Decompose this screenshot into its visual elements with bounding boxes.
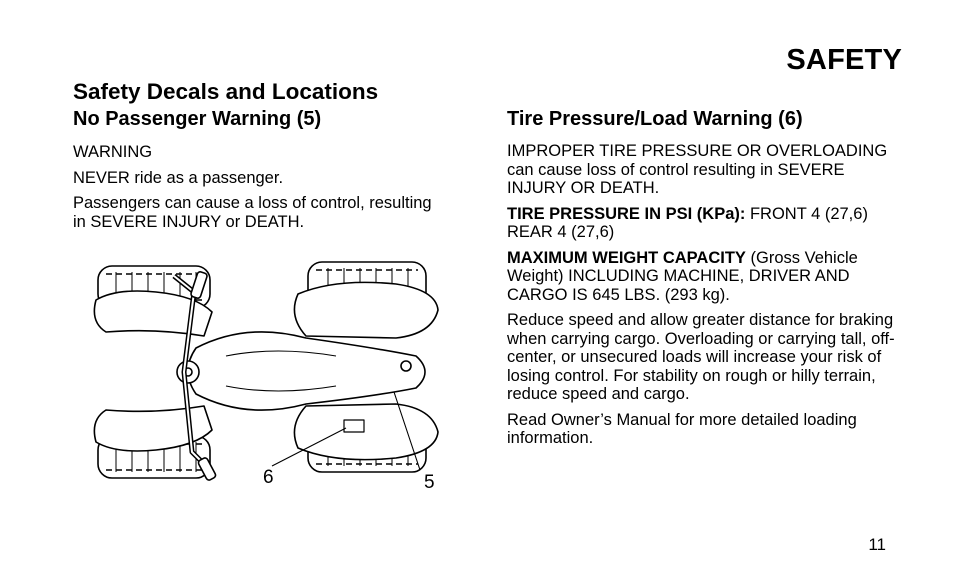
weight-capacity-spec <box>507 249 907 305</box>
warning-label: WARNING <box>73 143 153 161</box>
weight-capacity-value: (Gross Vehicle Weight) INCLUDING MACHINE, DRIVER AND CARGO IS 645 LBS. (293 kg). <box>507 248 858 304</box>
weight-capacity-label: MAXIMUM WEIGHT CAPACITY <box>507 248 746 267</box>
tire-pressure-heading: Tire Pressure/Load Warning (6) <box>507 108 803 130</box>
steering-hub <box>177 361 199 383</box>
right-column <box>507 108 907 448</box>
no-passenger-heading: No Passenger Warning (5) <box>73 108 322 130</box>
callout-label-6: 6 <box>263 467 274 488</box>
no-passenger-line: NEVER ride as a passenger. <box>73 168 284 187</box>
owners-manual-text: Read Owner’s Manual for more detailed loading information. <box>507 410 857 447</box>
tire-pressure-spec <box>507 205 907 242</box>
seat <box>188 332 425 410</box>
rear-right-fender <box>294 404 438 460</box>
decal-6-marker <box>344 420 364 432</box>
rear-left-fender <box>294 282 438 338</box>
tire-pressure-value: FRONT 4 (27,6) REAR 4 (27,6) <box>507 204 868 241</box>
main-heading: Safety Decals and Locations <box>73 79 379 104</box>
left-column <box>73 108 433 231</box>
atv-top-view-illustration <box>76 252 446 497</box>
passenger-warning-text: Passengers can cause a loss of control, resulting in SEVERE INJURY or DEATH. <box>73 194 432 231</box>
page-number: 11 <box>868 535 886 554</box>
tire-pressure-label: TIRE PRESSURE IN PSI (KPa): <box>507 204 746 223</box>
section-title: SAFETY <box>786 44 902 76</box>
cargo-advice-text: Reduce speed and allow greater distance for braking when carrying cargo. Overloading or carrying tall, off-center, or unsecured loads will increase your risk of losing control. For stability on rough or hilly terrain, reduce speed and cargo. <box>507 311 895 403</box>
callout-label-5: 5 <box>424 472 435 493</box>
overloading-warning-text: IMPROPER TIRE PRESSURE OR OVERLOADING can cause loss of control resulting in SEVERE INJURY OR DEATH. <box>507 142 888 197</box>
